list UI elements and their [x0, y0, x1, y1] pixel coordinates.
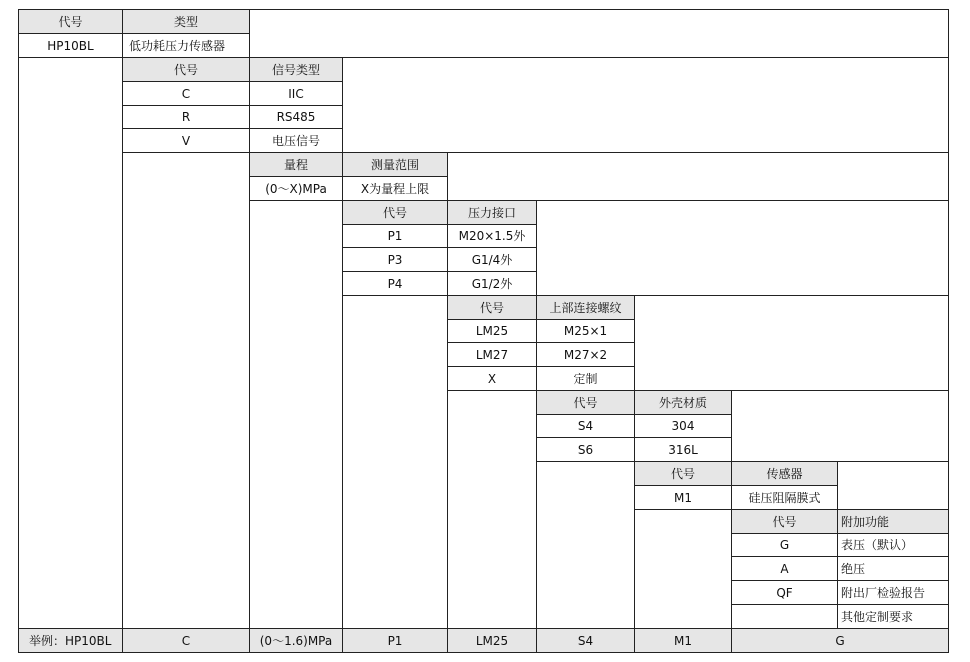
- extra-label-absolute: 绝压: [837, 556, 949, 581]
- example-range: (0～1.6)MPa: [249, 628, 343, 653]
- thread-code-header: 代号: [447, 295, 537, 320]
- sensor-type-header: 传感器: [731, 461, 838, 486]
- col2-blank: [122, 152, 250, 629]
- col7-blank: [634, 509, 732, 629]
- sensor-spacer: [837, 461, 949, 510]
- col5-blank: [447, 390, 537, 629]
- signal-code-c: C: [122, 81, 250, 106]
- example-thread: LM25: [447, 628, 537, 653]
- port-label-p1: M20×1.5外: [447, 224, 537, 248]
- extra-code-a: A: [731, 556, 838, 581]
- extra-code-g: G: [731, 533, 838, 557]
- signal-code-header: 代号: [122, 57, 250, 82]
- root-spacer: [249, 9, 949, 58]
- material-code-header: 代号: [536, 390, 635, 415]
- port-code-p1: P1: [342, 224, 448, 248]
- thread-type-header: 上部连接螺纹: [536, 295, 635, 320]
- extra-code-header: 代号: [731, 509, 838, 534]
- port-label-p3: G1/4外: [447, 247, 537, 272]
- signal-label-voltage: 电压信号: [249, 128, 343, 153]
- thread-label-lm27: M27×2: [536, 342, 635, 367]
- extra-label-gauge: 表压（默认）: [837, 533, 949, 557]
- signal-type-header: 信号类型: [249, 57, 343, 82]
- range-span-value: (0～X)MPa: [249, 176, 343, 201]
- thread-code-x: X: [447, 366, 537, 391]
- thread-code-lm27: LM27: [447, 342, 537, 367]
- root-code-header: 代号: [18, 9, 123, 34]
- material-code-s4: S4: [536, 414, 635, 438]
- extra-code-blank: [731, 604, 838, 629]
- sensor-code-m1: M1: [634, 485, 732, 510]
- port-label-p4: G1/2外: [447, 271, 537, 296]
- extra-code-qf: QF: [731, 580, 838, 605]
- port-type-header: 压力接口: [447, 200, 537, 225]
- example-sensor: M1: [634, 628, 732, 653]
- port-spacer: [536, 200, 949, 296]
- material-code-s6: S6: [536, 437, 635, 462]
- example-label: 举例：HP10BL: [18, 628, 123, 653]
- extra-type-header: 附加功能: [837, 509, 949, 534]
- sensor-label-m1: 硅压阻隔膜式: [731, 485, 838, 510]
- thread-code-lm25: LM25: [447, 319, 537, 343]
- col1-blank: [18, 57, 123, 629]
- port-code-header: 代号: [342, 200, 448, 225]
- signal-label-rs485: RS485: [249, 105, 343, 129]
- col6-blank: [536, 461, 635, 629]
- port-code-p3: P3: [342, 247, 448, 272]
- range-desc-value: X为量程上限: [342, 176, 448, 201]
- thread-label-lm25: M25×1: [536, 319, 635, 343]
- example-port: P1: [342, 628, 448, 653]
- signal-code-r: R: [122, 105, 250, 129]
- signal-label-iic: IIC: [249, 81, 343, 106]
- material-type-header: 外壳材质: [634, 390, 732, 415]
- example-extra: G: [731, 628, 949, 653]
- example-material: S4: [536, 628, 635, 653]
- col4-blank: [342, 295, 448, 629]
- thread-label-custom: 定制: [536, 366, 635, 391]
- material-label-316l: 316L: [634, 437, 732, 462]
- extra-label-custom: 其他定制要求: [837, 604, 949, 629]
- root-model-code: HP10BL: [18, 33, 123, 58]
- root-type-header: 类型: [122, 9, 250, 34]
- range-desc-header: 测量范围: [342, 152, 448, 177]
- sensor-code-header: 代号: [634, 461, 732, 486]
- port-code-p4: P4: [342, 271, 448, 296]
- material-label-304: 304: [634, 414, 732, 438]
- material-spacer: [731, 390, 949, 462]
- example-signal: C: [122, 628, 250, 653]
- col3-blank: [249, 200, 343, 629]
- range-span-header: 量程: [249, 152, 343, 177]
- root-model-type: 低功耗压力传感器: [122, 33, 250, 58]
- range-spacer: [447, 152, 949, 201]
- thread-spacer: [634, 295, 949, 391]
- signal-code-v: V: [122, 128, 250, 153]
- extra-label-report: 附出厂检验报告: [837, 580, 949, 605]
- signal-spacer: [342, 57, 949, 153]
